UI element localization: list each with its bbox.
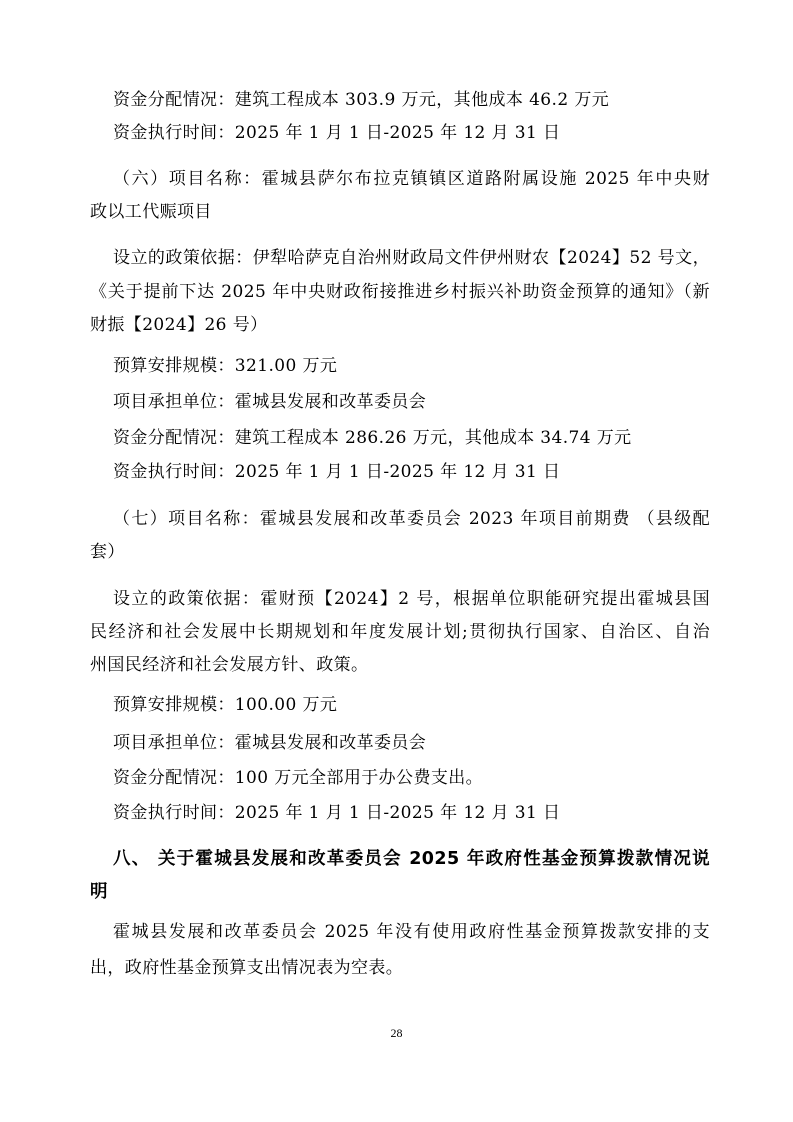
fund-allocation-5: 资金分配情况：建筑工程成本 303.9 万元，其他成本 46.2 万元 [113,90,610,110]
page-number: 28 [390,1026,403,1040]
project-6-policy-basis-cont: 《关于提前下达 2025 年中央财政衔接推进乡村振兴补助资金预算的通知》（新 [90,282,710,302]
project-7-fund-allocation: 资金分配情况：100 万元全部用于办公费支出。 [113,768,484,788]
project-6-undertaking-unit: 项目承担单位：霍城县发展和改革委员会 [113,392,427,412]
project-7-policy-basis-end: 州国民经济和社会发展方针、政策。 [90,655,369,675]
section-8-heading-cont: 明 [90,882,108,902]
project-6-fund-allocation: 资金分配情况：建筑工程成本 286.26 万元，其他成本 34.74 万元 [113,428,632,448]
project-6-policy-basis: 设立的政策依据：伊犁哈萨克自治州财政局文件伊州财农【2024】52 号文， [113,248,710,268]
section-8-body: 霍城县发展和改革委员会 2025 年没有使用政府性基金预算拨款安排的支 [113,922,710,942]
project-7-title: （七）项目名称：霍城县发展和改革委员会 2023 年项目前期费 （县级配 [113,509,710,529]
section-8-body-cont: 出，政府性基金预算支出情况表为空表。 [90,958,404,978]
project-7-policy-basis-cont: 民经济和社会发展中长期规划和年度发展计划;贯彻执行国家、自治区、自治 [90,622,710,642]
fund-execution-time-5: 资金执行时间：2025 年 1 月 1 日-2025 年 12 月 31 日 [113,123,561,143]
project-6-fund-execution-time: 资金执行时间：2025 年 1 月 1 日-2025 年 12 月 31 日 [113,462,561,482]
project-6-title: （六）项目名称：霍城县萨尔布拉克镇镇区道路附属设施 2025 年中央财 [113,169,710,189]
project-7-budget-scale: 预算安排规模：100.00 万元 [113,695,338,715]
project-7-title-cont: 套） [90,542,125,562]
project-6-title-cont: 政以工代赈项目 [90,202,212,222]
section-8-heading: 八、 关于霍城县发展和改革委员会 2025 年政府性基金预算拨款情况说 [113,849,710,869]
project-7-fund-execution-time: 资金执行时间：2025 年 1 月 1 日-2025 年 12 月 31 日 [113,803,561,823]
project-7-undertaking-unit: 项目承担单位：霍城县发展和改革委员会 [113,733,427,753]
project-6-policy-basis-end: 财振【2024】26 号） [90,315,268,335]
project-7-policy-basis: 设立的政策依据：霍财预【2024】2 号，根据单位职能研究提出霍城县国 [113,589,710,609]
project-6-budget-scale: 预算安排规模：321.00 万元 [113,356,338,376]
